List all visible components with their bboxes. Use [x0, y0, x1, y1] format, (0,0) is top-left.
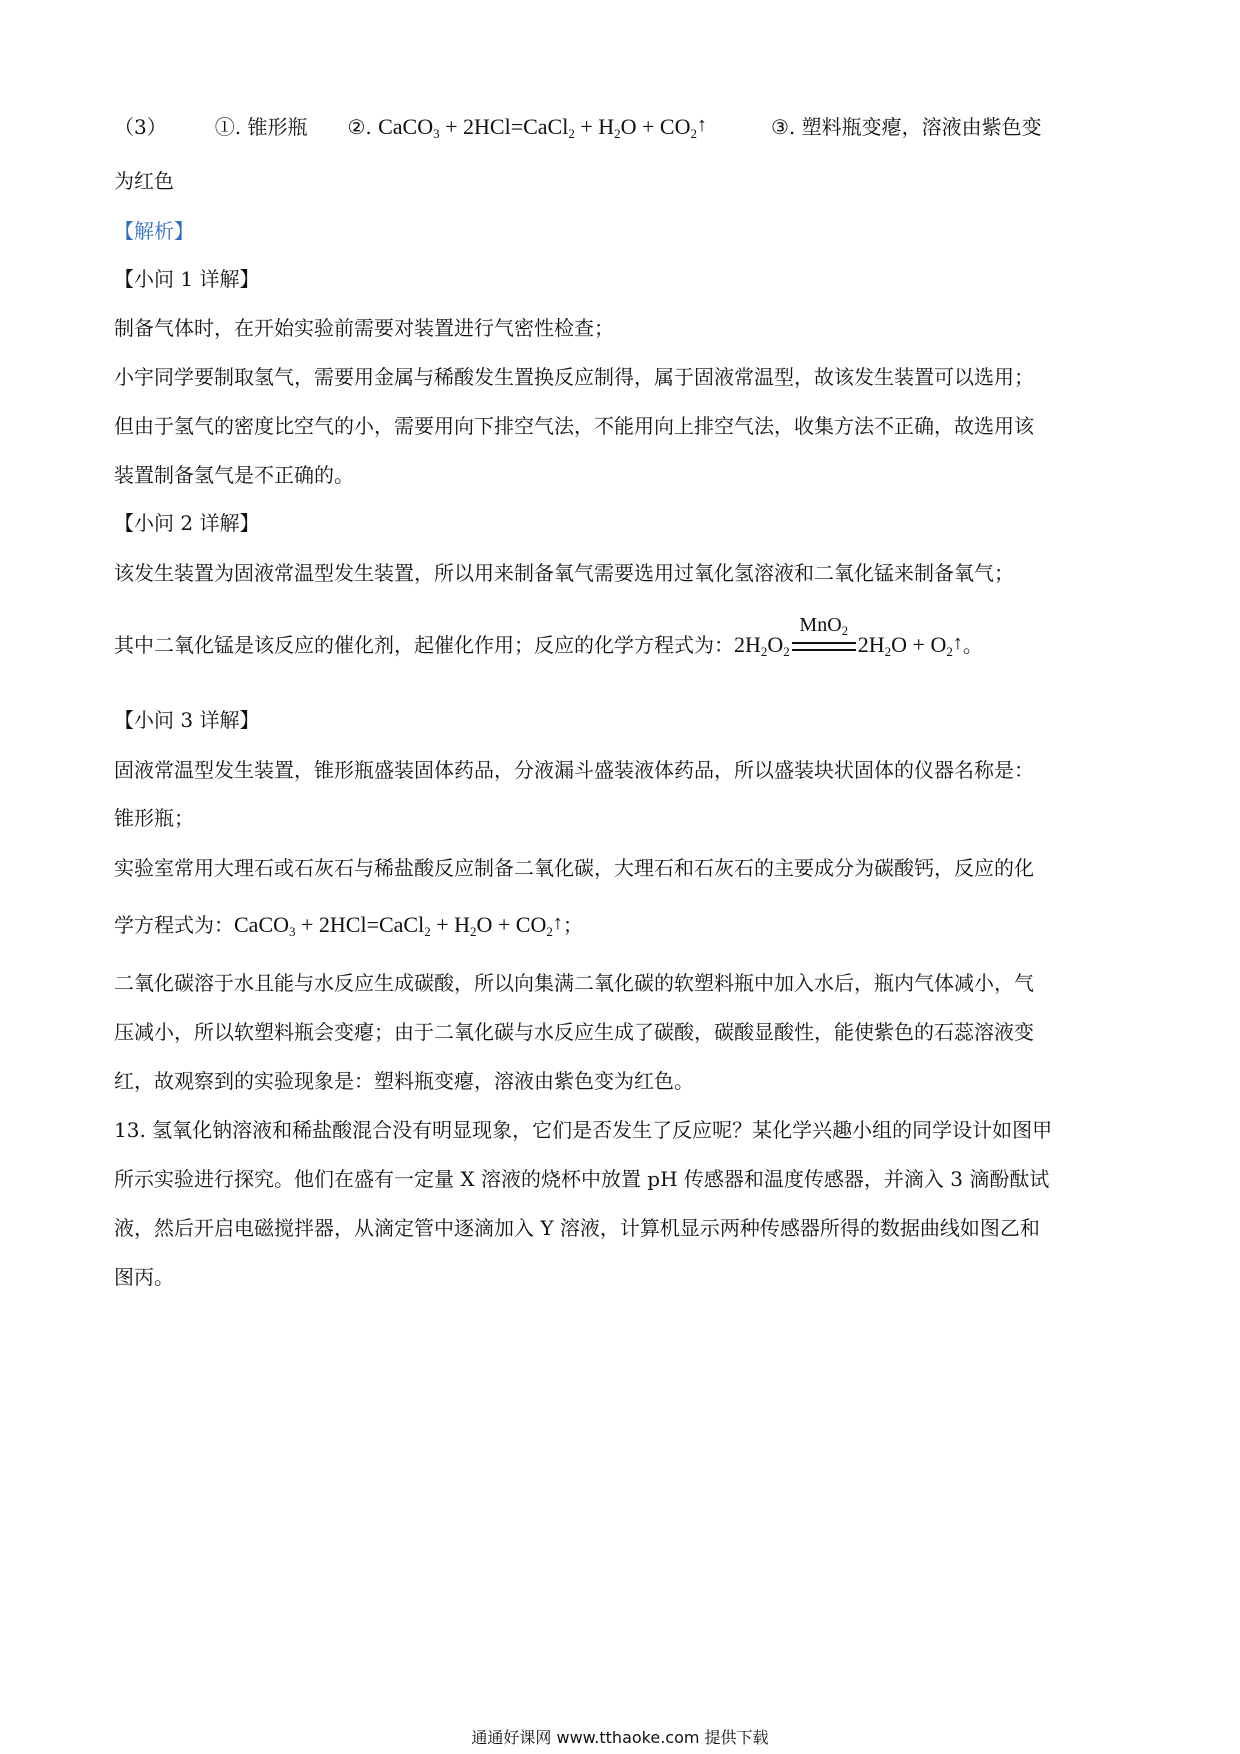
q13-line-1: 13. 氢氧化钠溶液和稀盐酸混合没有明显现象，它们是否发生了反应呢？某化学兴趣小组的同学设计如图甲 — [114, 1118, 1053, 1142]
q13-line-4: 图丙。 — [114, 1265, 174, 1289]
q1-line-4: 装置制备氢气是不正确的。 — [114, 463, 354, 487]
analysis-tag: 【解析】 — [114, 219, 194, 243]
answer-line-3 — [114, 112, 1134, 143]
q3-line-4: 学方程式为：CaCO$_3$ + 2HCl=CaCl$_2$ + $H_2O$ + $CO_2↑$； — [114, 910, 1134, 941]
answer-1: ①. 锥形瓶 — [214, 115, 308, 139]
q2-heading: 【小问 2 详解】 — [114, 511, 260, 535]
gas-arrow-icon: ↑ — [552, 912, 563, 934]
q3-line-2: 锥形瓶； — [114, 806, 194, 830]
gas-arrow-icon: ↑ — [696, 114, 707, 136]
double-equals-sign — [792, 642, 856, 651]
answer-3-continued: 为红色 — [114, 169, 174, 193]
answer-3: ③. 塑料瓶变瘪，溶液由紫色变 — [770, 115, 1042, 139]
footer-watermark: 通通好课网 www.tthaoke.com 提供下载 — [471, 1728, 769, 1747]
q1-line-1: 制备气体时，在开始实验前需要对装置进行气密性检查； — [114, 316, 614, 340]
q1-line-2: 小宇同学要制取氢气，需要用金属与稀酸发生置换反应制得，属于固液常温型，故该发生装置可以选用； — [114, 365, 1034, 389]
equation-h2o2: $2H_2O_2$ MnO$_2$ $2H_2O$ + $O_2↑$ — [734, 632, 963, 657]
q3-line-7: 红，故观察到的实验现象是：塑料瓶变瘪，溶液由紫色变为红色。 — [114, 1069, 694, 1093]
equation-caco3: CaCO$_3$ + 2HCl=CaCl$_2$ + $H_2O$ + $CO_2↑$ — [378, 114, 707, 139]
part-label: （3） — [114, 115, 167, 139]
q13-line-3: 液，然后开启电磁搅拌器，从滴定管中逐滴加入 Y 溶液，计算机显示两种传感器所得的数据曲线如图乙和 — [114, 1216, 1040, 1240]
q3-heading: 【小问 3 详解】 — [114, 708, 260, 732]
equation-caco3-2: CaCO$_3$ + 2HCl=CaCl$_2$ + $H_2O$ + $CO_2↑$ — [234, 912, 563, 937]
q2-line-1: 该发生装置为固液常温型发生装置，所以用来制备氧气需要选用过氧化氢溶液和二氧化锰来制备氧气； — [114, 561, 1014, 585]
q3-line-6: 压减小，所以软塑料瓶会变瘪；由于二氧化碳与水反应生成了碳酸，碳酸显酸性，能使紫色的石蕊溶液变 — [114, 1020, 1034, 1044]
q1-line-3: 但由于氢气的密度比空气的小，需要用向下排空气法，不能用向上排空气法，收集方法不正确，故选用该 — [114, 414, 1034, 438]
catalyst-condition: MnO$_2$ — [792, 632, 856, 662]
q3-line-3: 实验室常用大理石或石灰石与稀盐酸反应制备二氧化碳，大理石和石灰石的主要成分为碳酸钙，反应的化 — [114, 856, 1034, 880]
q3-line-5: 二氧化碳溶于水且能与水反应生成碳酸，所以向集满二氧化碳的软塑料瓶中加入水后，瓶内气体减小，气 — [114, 971, 1034, 995]
gas-arrow-icon: ↑ — [952, 632, 963, 654]
answer-2-prefix: ②. — [347, 115, 372, 139]
q1-heading: 【小问 1 详解】 — [114, 267, 260, 291]
q2-line-2: 其中二氧化锰是该反应的催化剂，起催化作用；反应的化学方程式为：$2H_2O_2$ MnO$_2$ $2H_2O$ + $O_2↑$。 — [114, 630, 1134, 662]
q3-line-1: 固液常温型发生装置，锥形瓶盛装固体药品，分液漏斗盛装液体药品，所以盛装块状固体的仪器名称是： — [114, 758, 1034, 782]
q13-line-2: 所示实验进行探究。他们在盛有一定量 X 溶液的烧杯中放置 pH 传感器和温度传感器，并滴入 3 滴酚酞试 — [114, 1167, 1050, 1191]
